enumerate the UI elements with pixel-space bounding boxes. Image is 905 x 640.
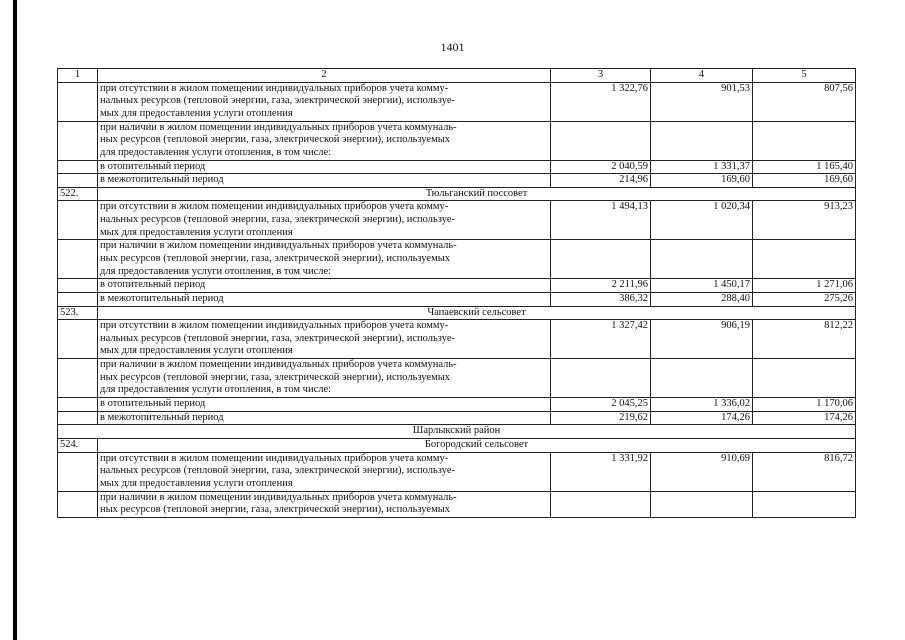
value-col-4: 169,60: [651, 174, 753, 188]
value-col-5: [753, 240, 856, 279]
value-col-4: 901,53: [651, 82, 753, 121]
row-description: [98, 201, 551, 240]
header-cell-3: 3: [551, 69, 651, 83]
value-col-3: 219,62: [551, 411, 651, 425]
tariff-table: [57, 68, 856, 518]
row-number-cell: [58, 201, 98, 240]
section-row: [58, 187, 856, 201]
value-col-4: 174,26: [651, 411, 753, 425]
value-col-4: [651, 359, 753, 398]
value-col-5: [753, 121, 856, 160]
table-row: [58, 160, 856, 174]
section-row: [58, 438, 856, 452]
row-number-cell: [58, 452, 98, 491]
description-line: при отсутствии в жилом помещении индивидуальных приборов учета комму-: [100, 452, 449, 464]
region-row: [58, 425, 856, 439]
table-row: [58, 398, 856, 412]
value-col-3: 2 045,25: [551, 398, 651, 412]
row-description: [98, 160, 551, 174]
value-col-3: 2 040,59: [551, 160, 651, 174]
description-line: при отсутствии в жилом помещении индивидуальных приборов учета комму-: [100, 201, 449, 213]
description-line: мых для предоставления услуги отопления: [100, 107, 293, 119]
value-col-4: 1 336,02: [651, 398, 753, 412]
value-col-4: [651, 121, 753, 160]
table-row: [58, 320, 856, 359]
value-col-3: 386,32: [551, 292, 651, 306]
value-col-5: [753, 491, 856, 517]
row-description: [98, 240, 551, 279]
row-description: [98, 491, 551, 517]
row-description: [98, 174, 551, 188]
value-col-5: 1 170,06: [753, 398, 856, 412]
region-title: Шарлыкский район: [58, 425, 856, 439]
table-row: [58, 279, 856, 293]
description-line: в отопительный период: [100, 279, 206, 291]
row-number-cell: [58, 240, 98, 279]
description-line: в отопительный период: [100, 398, 206, 410]
description-line: при наличии в жилом помещении индивидуальных приборов учета коммуналь-: [100, 491, 457, 503]
value-col-4: 1 020,34: [651, 201, 753, 240]
value-col-4: 906,19: [651, 320, 753, 359]
value-col-4: 288,40: [651, 292, 753, 306]
table-row: [58, 411, 856, 425]
row-description: [98, 452, 551, 491]
header-cell-1: 1: [58, 69, 98, 83]
row-description: [98, 279, 551, 293]
table-row: [58, 491, 856, 517]
description-line: для предоставления услуги отопления, в том числе:: [100, 146, 332, 158]
description-line: нальных ресурсов (тепловой энергии, газа, электрической энергии), используе-: [100, 213, 455, 225]
description-line: для предоставления услуги отопления, в том числе:: [100, 265, 332, 277]
value-col-3: 1 322,76: [551, 82, 651, 121]
row-number-cell: [58, 320, 98, 359]
header-cell-4: 4: [651, 69, 753, 83]
section-number: 522.: [58, 187, 98, 201]
description-line: нальных ресурсов (тепловой энергии, газа, электрической энергии), используе-: [100, 95, 455, 107]
value-col-3: 1 327,42: [551, 320, 651, 359]
row-description: [98, 121, 551, 160]
description-line: при наличии в жилом помещении индивидуальных приборов учета коммуналь-: [100, 359, 457, 371]
header-row: [58, 69, 856, 83]
value-col-3: [551, 240, 651, 279]
row-number-cell: [58, 174, 98, 188]
row-description: [98, 359, 551, 398]
value-col-5: 816,72: [753, 452, 856, 491]
value-col-3: [551, 491, 651, 517]
value-col-3: [551, 121, 651, 160]
description-line: для предоставления услуги отопления, в том числе:: [100, 384, 332, 396]
description-line: ных ресурсов (тепловой энергии, газа, электрической энергии), используемых: [100, 252, 451, 264]
table-row: [58, 201, 856, 240]
header-cell-2: 2: [98, 69, 551, 83]
description-line: в отопительный период: [100, 160, 206, 172]
value-col-5: 1 165,40: [753, 160, 856, 174]
section-row: [58, 306, 856, 320]
section-number: 524.: [58, 438, 98, 452]
row-description: [98, 398, 551, 412]
value-col-3: 2 211,96: [551, 279, 651, 293]
row-description: [98, 292, 551, 306]
description-line: нальных ресурсов (тепловой энергии, газа, электрической энергии), используе-: [100, 332, 455, 344]
value-col-5: 275,26: [753, 292, 856, 306]
row-number-cell: [58, 82, 98, 121]
value-col-5: 174,26: [753, 411, 856, 425]
value-col-3: 214,96: [551, 174, 651, 188]
description-line: ных ресурсов (тепловой энергии, газа, электрической энергии), используемых: [100, 134, 451, 146]
description-line: в межотопительный период: [100, 174, 224, 186]
value-col-5: 169,60: [753, 174, 856, 188]
row-number-cell: [58, 292, 98, 306]
description-line: при наличии в жилом помещении индивидуальных приборов учета коммуналь-: [100, 121, 457, 133]
description-line: нальных ресурсов (тепловой энергии, газа, электрической энергии), используе-: [100, 465, 455, 477]
row-number-cell: [58, 121, 98, 160]
value-col-4: 1 450,17: [651, 279, 753, 293]
description-line: мых для предоставления услуги отопления: [100, 345, 293, 357]
value-col-3: 1 331,92: [551, 452, 651, 491]
section-number: 523.: [58, 306, 98, 320]
row-number-cell: [58, 491, 98, 517]
description-line: при наличии в жилом помещении индивидуальных приборов учета коммуналь-: [100, 240, 457, 252]
value-col-4: 910,69: [651, 452, 753, 491]
description-line: ных ресурсов (тепловой энергии, газа, электрической энергии), используемых: [100, 371, 451, 383]
row-description: [98, 82, 551, 121]
value-col-3: [551, 359, 651, 398]
table-row: [58, 174, 856, 188]
value-col-5: 1 271,06: [753, 279, 856, 293]
row-number-cell: [58, 411, 98, 425]
row-number-cell: [58, 359, 98, 398]
table-row: [58, 240, 856, 279]
description-line: мых для предоставления услуги отопления: [100, 477, 293, 489]
section-title: Чапаевский сельсовет: [98, 306, 856, 320]
row-description: [98, 320, 551, 359]
description-line: мых для предоставления услуги отопления: [100, 226, 293, 238]
value-col-5: [753, 359, 856, 398]
page-number: 1401: [440, 40, 465, 54]
table-row: [58, 452, 856, 491]
description-line: при отсутствии в жилом помещении индивидуальных приборов учета комму-: [100, 320, 449, 332]
value-col-4: [651, 491, 753, 517]
row-description: [98, 411, 551, 425]
table-row: [58, 292, 856, 306]
scan-edge-bar: [13, 0, 17, 640]
value-col-3: 1 494,13: [551, 201, 651, 240]
description-line: в межотопительный период: [100, 292, 224, 304]
description-line: при отсутствии в жилом помещении индивидуальных приборов учета комму-: [100, 82, 449, 94]
section-title: Богородский сельсовет: [98, 438, 856, 452]
table-row: [58, 359, 856, 398]
row-number-cell: [58, 160, 98, 174]
table-row: [58, 121, 856, 160]
header-cell-5: 5: [753, 69, 856, 83]
value-col-5: 812,22: [753, 320, 856, 359]
section-title: Тюльганский поссовет: [98, 187, 856, 201]
value-col-5: 913,23: [753, 201, 856, 240]
description-line: ных ресурсов (тепловой энергии, газа, электрической энергии), используемых: [100, 504, 451, 516]
value-col-4: 1 331,37: [651, 160, 753, 174]
table-row: [58, 82, 856, 121]
row-number-cell: [58, 279, 98, 293]
row-number-cell: [58, 398, 98, 412]
description-line: в межотопительный период: [100, 411, 224, 423]
value-col-4: [651, 240, 753, 279]
value-col-5: 807,56: [753, 82, 856, 121]
